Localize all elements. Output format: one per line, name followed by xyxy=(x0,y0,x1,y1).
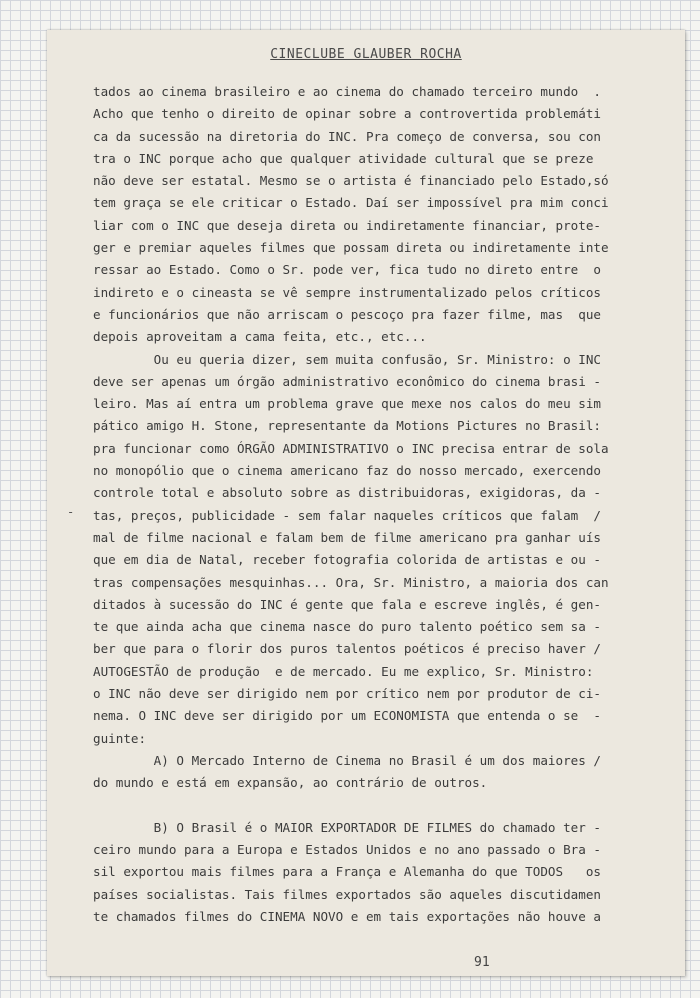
text-line: liar com o INC que deseja direta ou indiretamente financiar, prote- xyxy=(93,217,601,233)
text-line: não deve ser estatal. Mesmo se o artista é financiado pelo Estado,só xyxy=(93,173,609,189)
text-line: do mundo e está em expansão, ao contrário de outros. xyxy=(93,775,488,791)
text-line: pático amigo H. Stone, representante da Motions Pictures no Brasil: xyxy=(93,418,601,434)
text-line: ber que para o florir dos puros talentos poéticos é preciso haver / xyxy=(93,641,601,657)
text-line: ceiro mundo para a Europa e Estados Unidos e no ano passado o Bra - xyxy=(93,842,601,858)
text-line: guinte: xyxy=(93,730,147,746)
text-line: pra funcionar como ÓRGÃO ADMINISTRATIVO o INC precisa entrar de sola xyxy=(93,440,609,456)
text-line: Acho que tenho o direito de opinar sobre a controvertida problemáti xyxy=(93,106,601,122)
page-header: CINECLUBE GLAUBER ROCHA xyxy=(270,47,462,62)
text-line: países socialistas. Tais filmes exportados são aqueles discutidamen xyxy=(93,886,601,902)
text-line: tra o INC porque acho que qualquer atividade cultural que se preze xyxy=(93,150,594,166)
margin-mark: - xyxy=(67,505,75,519)
text-line: te que ainda acha que cinema nasce do puro talento poético sem sa - xyxy=(93,619,601,635)
text-line: leiro. Mas aí entra um problema grave que mexe nos calos do meu sim xyxy=(93,396,601,412)
text-line: no monopólio que o cinema americano faz do nosso mercado, exercendo xyxy=(93,463,601,479)
text-line: B) O Brasil é o MAIOR EXPORTADOR DE FILMES do chamado ter - xyxy=(93,819,601,835)
text-line: AUTOGESTÃO de produção e de mercado. Eu me explico, Sr. Ministro: xyxy=(93,663,594,679)
page-number: 91 xyxy=(474,955,490,970)
text-line: ca da sucessão na diretoria do INC. Pra começo de conversa, sou con xyxy=(93,128,601,144)
text-line: tem graça se ele criticar o Estado. Daí ser impossível pra mim conci xyxy=(93,195,609,211)
body-text xyxy=(93,81,645,928)
text-line: nema. O INC deve ser dirigido por um ECONOMISTA que entenda o se - xyxy=(93,708,601,724)
text-line: mal de filme nacional e falam bem de filme americano pra ganhar uís xyxy=(93,529,601,545)
text-line: A) O Mercado Interno de Cinema no Brasil é um dos maiores / xyxy=(93,752,601,768)
text-line: sil exportou mais filmes para a França e Alemanha do que TODOS os xyxy=(93,864,601,880)
text-line: Ou eu queria dizer, sem muita confusão, Sr. Ministro: o INC xyxy=(93,351,601,367)
text-line: o INC não deve ser dirigido nem por crítico nem por produtor de ci- xyxy=(93,686,601,702)
text-line: tados ao cinema brasileiro e ao cinema do chamado terceiro mundo . xyxy=(93,84,601,99)
text-line: que em dia de Natal, receber fotografia colorida de artistas e ou - xyxy=(93,552,601,568)
text-line: ressar ao Estado. Como o Sr. pode ver, fica tudo no direto entre o xyxy=(93,262,601,278)
text-line: controle total e absoluto sobre as distribuidoras, exigidoras, da - xyxy=(93,485,601,501)
text-line: depois aproveitam a cama feita, etc., etc... xyxy=(93,329,427,345)
text-line xyxy=(93,795,645,817)
text-line: ditados à sucessão do INC é gente que fala e escreve inglês, é gen- xyxy=(93,596,601,612)
text-line: deve ser apenas um órgão administrativo econômico do cinema brasi - xyxy=(93,373,601,389)
text-line: e funcionários que não arriscam o pescoço pra fazer filme, mas que xyxy=(93,306,601,322)
text-line: indireto e o cineasta se vê sempre instrumentalizado pelos críticos xyxy=(93,284,601,300)
document-page xyxy=(47,30,685,976)
text-line: tras compensações mesquinhas... Ora, Sr. Ministro, a maioria dos can xyxy=(93,574,609,590)
text-line: tas, preços, publicidade - sem falar naqueles críticos que falam / xyxy=(93,507,601,523)
text-line: ger e premiar aqueles filmes que possam direta ou indiretamente inte xyxy=(93,240,609,256)
text-line: te chamados filmes do CINEMA NOVO e em tais exportações não houve a xyxy=(93,908,601,924)
